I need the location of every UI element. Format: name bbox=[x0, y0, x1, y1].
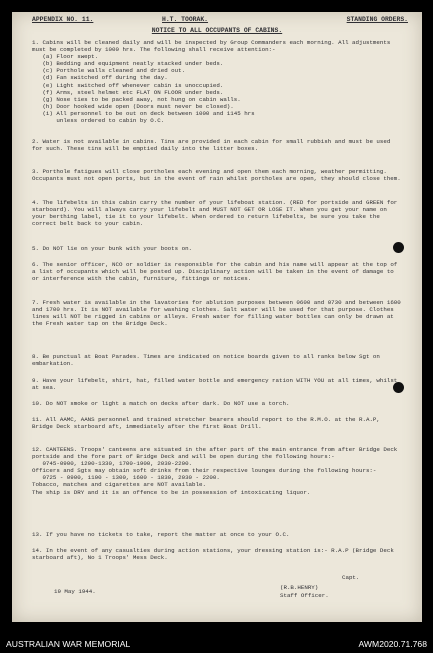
signature-rank: Capt. bbox=[342, 574, 360, 581]
paragraph-12: 12. CANTEENS. Troops' canteens are situated in the after part of the main entrance from after Bridge Deck portside and the fore part of Bridge Deck and will be open during the following hours:- 0745-0900, 1200-1330, 1700-1900, 2030-2200. Officers and Sgts may obtain soft drinks from their respective lounges during the following hours:- 0725 - 0900, 1100 - 1300, 1600 - 1830, 2030 - 2200. Tobacco, matches and cigarettes are NOT available. The ship is DRY and it is an offence to be in possession of intoxicating liquor. bbox=[32, 446, 398, 496]
paragraph-13: 13. If you have no tickets to take, report the matter at once to your O.C. bbox=[32, 531, 290, 538]
signature-role: Staff Officer. bbox=[280, 592, 329, 599]
institution-name: AUSTRALIAN WAR MEMORIAL bbox=[6, 639, 131, 649]
paragraph-7: 7. Fresh water is available in the lavatories for ablution purposes between 0600 and 0730 and between 1600 and 1700 hrs. It is NOT available for washing clothes. Salt water will be used for that purpose. Clothes lines will NOT be rigged in cabins or alleys. Fresh water for filling water bottles can only be drawn at the Fresh water tap on the Bridge Deck. bbox=[32, 299, 405, 328]
paragraph-8: 8. Be punctual at Boat Parades. Times are indicated on notice boards given to all ranks below Sgt on embarkation. bbox=[32, 353, 384, 368]
paragraph-10: 10. Do NOT smoke or light a match on decks after dark. Do NOT use a torch. bbox=[32, 400, 290, 407]
document-date: 19 May 1944. bbox=[54, 588, 96, 595]
paragraph-4: 4. The lifebelts in this cabin carry the number of your lifeboat station. (RED for portside and GREEN for starboard). You will always carry your lifebelt and MUST NOT GET OR LOSE IT. When you get your name on your berthing label, tie it to your lifebelt. When ordered to return lifebelts, be sure you take the correct belt back to your cabin. bbox=[32, 199, 401, 228]
document-page bbox=[12, 12, 422, 622]
paragraph-3: 3. Porthole fatigues will close portholes each evening and open them each morning, weather permitting. Occupants must not open ports, but in the event of rain whilst portholes are open, they should close them. bbox=[32, 168, 401, 183]
archive-reference: AWM2020.71.768 bbox=[358, 639, 427, 649]
paragraph-2: 2. Water is not available in cabins. Tins are provided in each cabin for small rubbish and must be used for such. These tins will be emptied daily into the litter boxes. bbox=[32, 138, 394, 153]
document-header bbox=[32, 16, 408, 26]
paragraph-5: 5. Do NOT lie on your bunk with your boots on. bbox=[32, 245, 193, 252]
paragraph-9: 9. Have your lifebelt, shirt, hat, filled water bottle and emergency ration WITH YOU at all times, whilst at sea. bbox=[32, 377, 401, 392]
ship-name: H.T. TOORAK. bbox=[162, 16, 209, 23]
paragraph-1: 1. Cabins will be cleaned daily and will be inspected by Group Commanders each morning. All adjustments must be completed by 1000 hrs. The following shall receive attention:- (a) Floor swept. (b) Bedding and equipment neatly stacked under beds. (c) Porthole walls cleaned and dried out. (d) Fan switched off during the day. (e) Light switched off whenever cabin is unoccupied. (f) Arms, steel helmet etc FLAT ON FLOOR under beds. (g) Nose ties to be packed away, not hung on cabin walls. (h) Door hooked wide open (Doors must never be closed). (i) All personnel to be out on deck between 1000 and 1145 hrs unless ordered to cabin by O.C. bbox=[32, 39, 391, 125]
appendix-number: APPENDIX NO. 11. bbox=[32, 16, 94, 23]
archive-footer bbox=[0, 634, 433, 653]
standing-orders-label: STANDING ORDERS. bbox=[346, 16, 408, 23]
paragraph-14: 14. In the event of any casualties during action stations, your dressing station is:- R.A.P (Bridge Deck starboard aft), No 1 Troops' Mess Deck. bbox=[32, 547, 398, 562]
paragraph-6: 6. The senior officer, NCO or soldier is responsible for the cabin and his name will appear at the top of a list of occupants which will be posted up. Disciplinary action will be taken in the event of damage to or interference with the cabin, furniture, fittings or notices. bbox=[32, 261, 401, 283]
page-title: NOTICE TO ALL OCCUPANTS OF CABINS. bbox=[151, 27, 283, 34]
signature-name: (R.B.HENRY) bbox=[280, 584, 319, 591]
paragraph-11: 11. All AAMC, AANS personnel and trained stretcher bearers should report to the R.M.O. at the R.A.P, Bridge Deck starboard aft, immediately after the first Boat Drill. bbox=[32, 416, 384, 431]
